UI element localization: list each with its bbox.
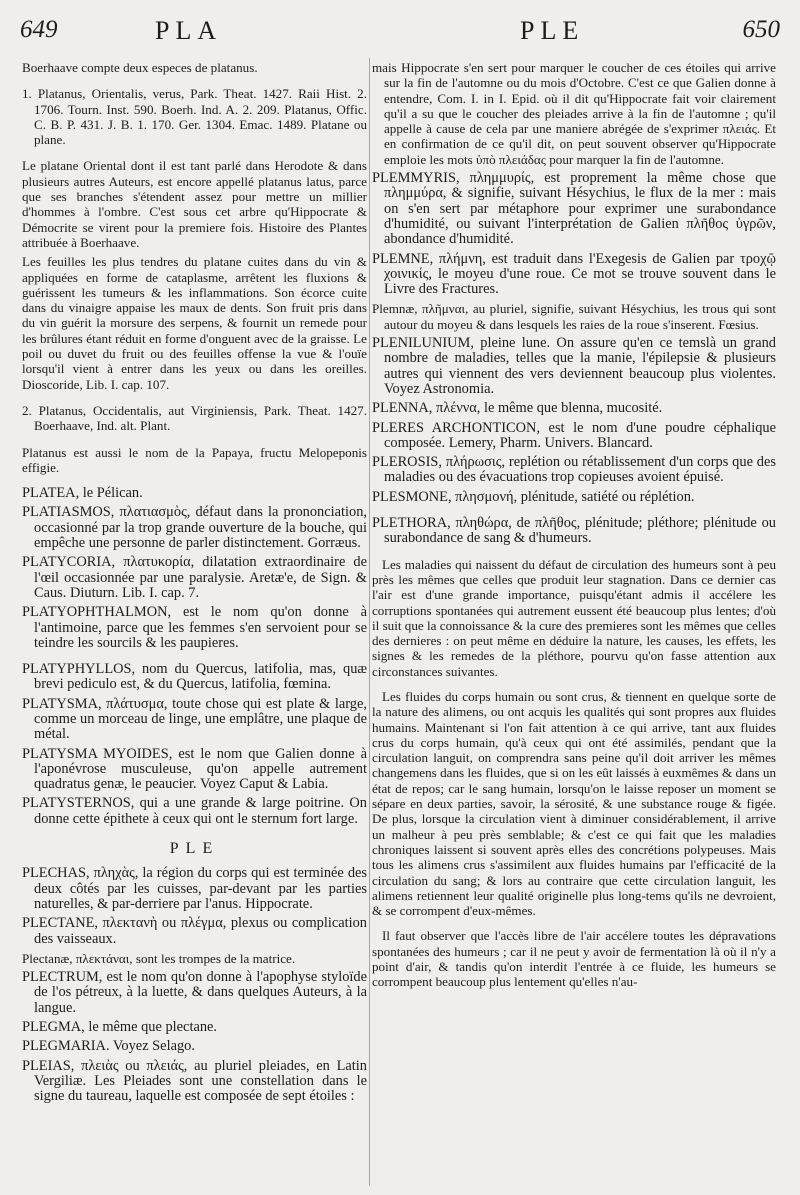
- dictionary-entry: PLATIASMOS, πλατιασμὸς, défaut dans la prononciation, occasionné par la trop grande ouverture de la bouche, qui empêche une personne de parler distinctement. Gorræus.: [22, 504, 367, 552]
- dictionary-entry: PLECTANE, πλεκτανὴ ou πλέγμα, plexus ou complication des vaisseaux.: [22, 915, 367, 947]
- dictionary-entry: PLECHAS, πληχὰς, la région du corps qui est terminée des deux côtés par les cuisses, par-devant par les parties naturelles, & par-derriere par l'anus. Hippocrate.: [22, 865, 367, 912]
- catchword-left: PLA: [155, 16, 223, 45]
- dictionary-entry: PLEGMARIA. Voyez Selago.: [22, 1038, 195, 1055]
- dictionary-entry: PLATEA, le Pélican.: [22, 485, 143, 502]
- text-block: Il faut observer que l'accès libre de l'air accélere toutes les dépravations spontanées des humeurs ; car il ne peut y avoir de fermentation là où il n'y a point d'air, & tandis qu'on interdit l'entrée à ce fluide, les humeurs se corrompent beaucoup plus lentement qu'elles n'au-: [372, 928, 776, 990]
- dictionary-entry: PLATYPHYLLOS, nom du Quercus, latifolia, mas, quæ brevi pediculo est, & du Quercus, latifolia, fœmina.: [22, 661, 367, 693]
- dictionary-entry: PLATYSMA MYOIDES, est le nom que Galien donne à l'aponévrose musculeuse, qu'on appelle autrement quadratus genæ, le peaucier. Voyez Caput & Labia.: [22, 745, 367, 793]
- dictionary-entry: PLATYSMA, πλάτυσμα, toute chose qui est plate & large, comme un morceau de linge, une emplâtre, une plaque de métal.: [22, 695, 367, 743]
- dictionary-entry: PLEMMYRIS, πλημμυρίς, est proprement la même chose que πλημμύρα, & signifie, suivant Hésychius, le flux de la mer : mais on s'en sert par métaphore pour exprimer une surabondance d'humidité, ou suivant l'interprétation de Galien πλῆθος ὑγρῶν, abondance d'humidité.: [372, 170, 776, 248]
- text-block: Les fluides du corps humain ou sont crus, & tiennent en quelque sorte de la nature des alimens, ou ont acquis les qualités qui sont propres aux fluides humains. Maintenant si l'on fait attention à ce qui arrive, tant aux fluides crus du corps humain, qu'à ceux qui ont été assimilés, pendant que la circulation languit, on comprendra sans peine qu'il doit arriver les mêmes changemens dans les fluides, que si on les eût laissés à euxmêmes & dans un état de repos; car le sang humain, lorsqu'on le laisse reposer un moment se sépare en deux parties, savoir, la sérosité, & une substance rouge & figée. De plus, lorsque la circulation vient à diminuer considérablement, il arrive un malheur à peu près semblable; & c'est ce qui fait que les maladies chroniques laissent si souvent après elles des concrétions polypeuses. Mais tous les alimens crus s'assimilent aux fluides humains par l'efficacité de la circulation du sang; & lors au contraire que cette circulation languit, les alimens retiennent leur qualité originelle plus long-tems qu'ils ne devroient, & se corrompent d'eux-mêmes.: [372, 688, 776, 919]
- dictionary-entry: PLATYSTERNOS, qui a une grande & large poitrine. On donne cette épithete à ceux qui ont le sternum fort large.: [22, 795, 367, 827]
- text-block: Les feuilles les plus tendres du platane cuites dans du vin & appliquées en forme de cataplasme, arrêtent les fluxions & guérissent les tumeurs & les inflammations. Son écorce cuite dans du vinaigre appaise les maux de dents. Son fruit pris dans du vin guérit la morsure des serpens, & fournit un remede pour les brûlures étant réduit en forme d'onguent avec de la graisse. Le poil ou duvet du fruit ou des feuilles offense la vue & l'ouïe lorsqu'il vient à entrer dans les yeux ou dans les oreilles. Dioscoride, Lib. I. cap. 107.: [22, 254, 367, 392]
- dictionary-entry: PLENNA, πλέννα, le même que blenna, mucosité.: [372, 400, 663, 417]
- right-column: [372, 60, 776, 994]
- text-block: Le platane Oriental dont il est tant parlé dans Herodote & dans plusieurs autres Auteurs, est encore appellé platanus latus, parce que ses branches s'étendent assez pour mettre un millier d'hommes à l'ombre. C'est sous cet arbre qu'Hippocrate & Démocrite se virent pour la premiere fois. Histoire des Plantes attribuée à Boerhaave.: [22, 158, 367, 250]
- dictionary-entry: PLEIAS, πλειὰς ou πλειάς, au pluriel pleiades, en Latin Vergiliæ. Les Pleiades sont une constellation dans le signe du taureau, laquelle est composée de sept étoiles :: [22, 1057, 367, 1105]
- section-heading: PLE: [169, 840, 220, 858]
- page-number-right: 650: [742, 16, 780, 43]
- dictionary-entry: PLATYCORIA, πλατυκορία, dilatation extraordinaire de l'œil occasionnée par une paralysie. Aretæ'e, de Sign. & Caus. Diuturn. Lib. I. cap. 7.: [22, 554, 367, 601]
- text-block: 1. Platanus, Orientalis, verus, Park. Theat. 1427. Raii Hist. 2. 1706. Tourn. Inst. 590. Boerh. Ind. A. 2. 209. Platanus, Offic. C. B. P. 431. J. B. 1. 170. Ger. 1304. Emac. 1489. Platane ou plane.: [22, 86, 367, 148]
- dictionary-entry: PLESMONE, πλησμονή, plénitude, satiété ou réplétion.: [372, 488, 695, 505]
- text-block: Platanus est aussi le nom de la Papaya, fructu Melopeponis effigie.: [22, 444, 367, 475]
- dictionary-entry: PLEMNE, πλήμνη, est traduit dans l'Exegesis de Galien par τροχῷ χοινικίς, le moyeu d'une roue. Ce mot se trouve souvent dans le Livre des Fractures.: [372, 250, 776, 298]
- text-block: Boerhaave compte deux especes de platanus.: [22, 60, 258, 75]
- dictionary-entry: Plectanæ, πλεκτάναι, sont les trompes de la matrice.: [22, 950, 296, 966]
- dictionary-entry: PLENILUNIUM, pleine lune. On assure qu'en ce temslà un grand nombre de maladies, telles que la manie, l'épilepsie & plusieurs autres qui viennent des vers deviennent beaucoup plus violentes. Voyez Astronomia.: [372, 335, 776, 397]
- dictionary-entry: PLEGMA, le même que plectane.: [22, 1019, 218, 1036]
- running-header: [20, 16, 780, 52]
- text-block: mais Hippocrate s'en sert pour marquer le coucher de ces étoiles qui arrive sur la fin de l'automne ou du mois d'Octobre. C'est ce que Galien donne à entendre, Com. I. in I. Epid. où il dit qu'Hippocrate fait voir clairement qu'il a su que le coucher des pleiades arrive à la fin de l'automne ; qu'il appelle à cause de cela par une maniere abrégée de s'exprimer πλειάς. Et en confirmation de ce qu'il dit, on peut souvent observer qu'Hippocrate emploie les mots ὑπὸ πλειάδας pour marquer la fin de l'automne.: [372, 60, 776, 167]
- column-divider: [369, 58, 370, 1186]
- dictionary-entry: PLERES ARCHONTICON, est le nom d'une poudre céphalique composée. Lemery, Pharm. Univers. Blancard.: [372, 419, 776, 451]
- dictionary-entry: PLEROSIS, πλήρωσις, replétion ou rétablissement d'un corps que des maladies ou des évacuations trop copieuses avoient épuisé.: [372, 454, 776, 486]
- text-block: 2. Platanus, Occidentalis, aut Virginiensis, Park. Theat. 1427. Boerhaave, Ind. alt. Plant.: [22, 402, 367, 434]
- dictionary-entry: PLETHORA, πληθώρα, de πλῆθος, plénitude; pléthore; plénitude ou surabondance de sang & d'humeurs.: [372, 515, 776, 547]
- text-block: Les maladies qui naissent du défaut de circulation des humeurs sont à peu près les mêmes que celles que produit leur stagnation. Dans ce dernier cas l'air est d'une grande importance, puisqu'étant admis il accélere les corruptions spontanées qui autrement eussent été beaucoup plus lentes; d'où il suit que la connoissance & la cure des premieres sont les mêmes que celles des dernieres : on peut même en déduire la nature, les causes, les effets, les signes & les remedes de la pléthore, pourvu qu'on fasse attention aux circonstances suivantes.: [372, 556, 776, 679]
- catchword-right: PLE: [520, 16, 585, 45]
- dictionary-entry: PLATYOPHTHALMON, est le nom qu'on donne à l'antimoine, parce que les femmes s'en servoient pour se teindre les sourcils & les paupieres.: [22, 604, 367, 651]
- page-number-left: 649: [20, 16, 58, 43]
- left-column: [22, 60, 367, 1109]
- dictionary-entry: Plemnæ, πλῆμναι, au pluriel, signifie, suivant Hésychius, les trous qui sont autour du moyeu & dans lesquels les raies de la roue s'inserent. Fœsius.: [372, 301, 776, 332]
- dictionary-entry: PLECTRUM, est le nom qu'on donne à l'apophyse styloïde de l'os pétreux, à la luette, & dans quelques Auteurs, à la langue.: [22, 969, 367, 1016]
